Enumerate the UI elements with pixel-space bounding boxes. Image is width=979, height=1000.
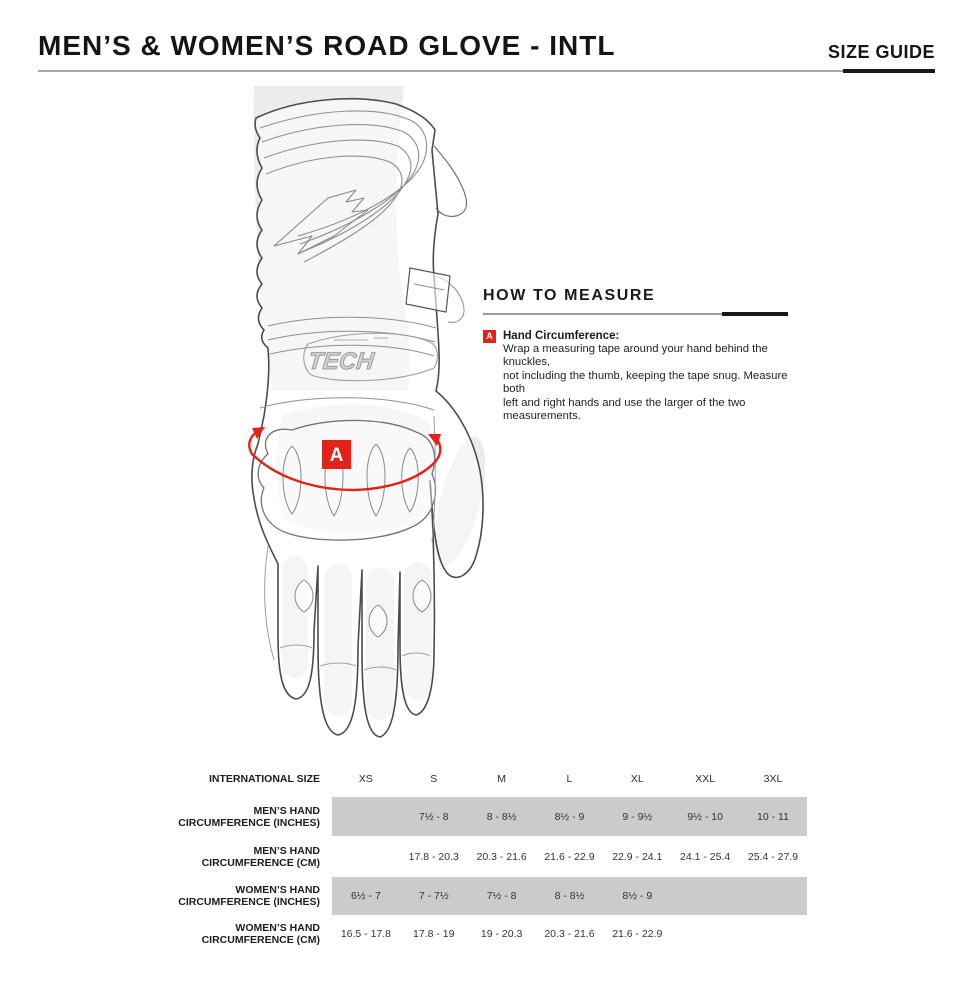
svg-text:A: A (329, 445, 344, 466)
size-value: 6½ - 7 (351, 890, 381, 902)
measure-marker-a (322, 440, 351, 469)
size-value: 8 - 8½ (486, 810, 517, 823)
measure-item-hand-circumference (483, 329, 795, 423)
table-row (0, 915, 979, 953)
how-to-measure-divider (483, 313, 788, 315)
size-value: 7 - 7½ (418, 890, 449, 902)
column-header: 3XL (763, 773, 783, 785)
size-value: 20.3 - 21.6 (544, 928, 595, 940)
row-label: MEN’S HAND CIRCUMFERENCE (INCHES) (178, 804, 320, 829)
size-value: 24.1 - 25.4 (680, 850, 731, 863)
size-value: 8½ - 9 (554, 810, 585, 823)
size-value: 17.8 - 19 (413, 928, 455, 940)
measure-item-line: Wrap a measuring tape around your hand behind the knuckles, (503, 343, 768, 369)
size-value: 21.6 - 22.9 (612, 928, 663, 940)
how-to-measure-heading: HOW TO MEASURE (483, 287, 656, 304)
header-divider-accent (843, 69, 935, 73)
column-header: XL (630, 773, 644, 785)
table-row (0, 877, 979, 915)
measure-item-body (503, 329, 795, 423)
table-header-row (0, 761, 979, 797)
row-label: MEN’S HAND CIRCUMFERENCE (CM) (201, 844, 320, 869)
size-value: 7½ - 8 (418, 810, 449, 823)
column-header: M (497, 773, 506, 785)
size-value: 21.6 - 22.9 (544, 850, 595, 863)
page-title: MEN’S & WOMEN’S ROAD GLOVE - INTL (38, 30, 616, 61)
size-value: 22.9 - 24.1 (612, 850, 663, 863)
tech-logo-text: TECH (306, 348, 376, 375)
column-header: XS (358, 773, 373, 785)
size-value: 19 - 20.3 (480, 928, 523, 940)
measure-item-line: left and right hands and use the larger of the two measurements. (503, 396, 746, 423)
table-header-values (332, 761, 807, 797)
row-values (332, 797, 807, 836)
row-values (332, 915, 807, 953)
size-value: 8½ - 9 (622, 890, 653, 902)
glove-outline (252, 99, 483, 737)
measure-item-title: Hand Circumference: (503, 330, 620, 342)
marker-a-badge: A (483, 330, 496, 343)
wrist-strap (406, 268, 450, 312)
size-value: 17.8 - 20.3 (408, 850, 459, 863)
glove-illustration (238, 86, 500, 746)
size-value: 9½ - 10 (687, 810, 723, 823)
row-values (332, 836, 807, 877)
column-header: L (566, 773, 573, 785)
measure-item-line: not including the thumb, keeping the tape snug. Measure both (503, 369, 788, 396)
table-header-label: INTERNATIONAL SIZE (208, 773, 320, 785)
column-header: S (430, 773, 438, 785)
table-row (0, 797, 979, 836)
row-values (332, 877, 807, 915)
size-table (0, 761, 979, 953)
glove-diagram (238, 86, 500, 746)
size-value: 10 - 11 (757, 810, 789, 823)
how-to-measure-divider-accent (722, 312, 788, 316)
header-divider (38, 70, 935, 72)
how-to-measure-section (483, 287, 795, 423)
column-header: XXL (695, 773, 716, 785)
size-value: 20.3 - 21.6 (476, 850, 527, 863)
size-guide-badge: SIZE GUIDE (827, 42, 935, 62)
row-label: WOMEN’S HAND CIRCUMFERENCE (INCHES) (178, 884, 320, 908)
table-row (0, 836, 979, 877)
row-label: WOMEN’S HAND CIRCUMFERENCE (CM) (201, 922, 320, 946)
cuff-flap (434, 146, 467, 217)
size-value: 9 - 9½ (622, 810, 653, 823)
size-value: 16.5 - 17.8 (340, 928, 392, 940)
size-value: 7½ - 8 (486, 890, 517, 902)
size-value: 25.4 - 27.9 (747, 850, 799, 863)
size-value: 8 - 8½ (554, 890, 585, 902)
